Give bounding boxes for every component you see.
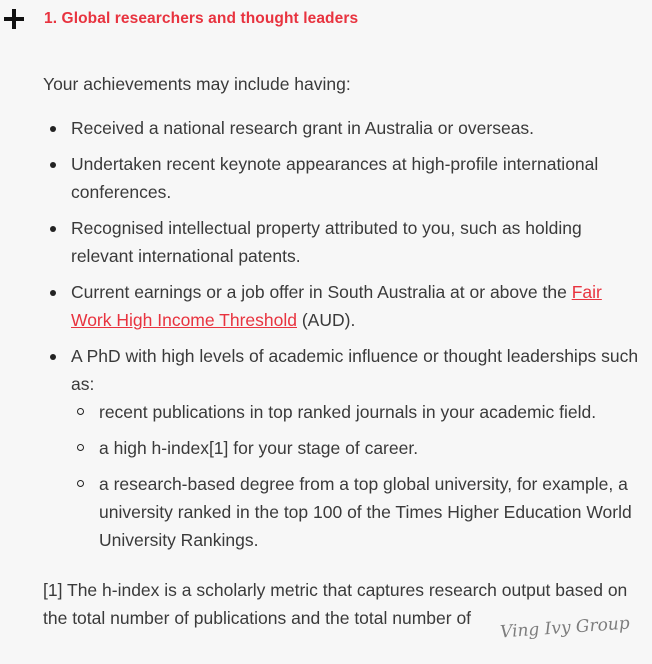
list-item-earnings [43, 278, 643, 334]
footnote-h-index: [1] The h-index is a scholarly metric that captures research output based on the total number of publications and the total number of [43, 580, 628, 628]
accordion-title[interactable]: 1. Global researchers and thought leaders [44, 10, 359, 27]
plus-icon[interactable] [3, 8, 25, 30]
watermark: Ving Ivy Group [499, 613, 631, 643]
list-item-ip: Recognised intellectual property attributed to you, such as holding relevant international patents. [43, 214, 643, 270]
sub-item-publications: recent publications in top ranked journals in your academic field. [71, 398, 643, 426]
sub-item-h-index: a high h-index[1] for your stage of career. [71, 434, 643, 462]
accordion-content [43, 70, 643, 632]
accordion-header[interactable] [0, 0, 652, 40]
phd-sub-list [71, 398, 643, 554]
phd-text: A PhD with high levels of academic influence or thought leaderships such as: [71, 346, 639, 394]
sub-item-degree: a research-based degree from a top global university, for example, a university ranked in the top 100 of the Times Higher Education World University Rankings. [71, 470, 643, 554]
earnings-text-before: Current earnings or a job offer in South Australia at or above the [71, 282, 572, 302]
fair-work-threshold-link[interactable]: Fair Work High Income Threshold [71, 282, 602, 330]
intro-text: Your achievements may include having: [43, 74, 351, 94]
list-item-grant: Received a national research grant in Australia or overseas. [43, 114, 643, 142]
achievements-list [43, 114, 643, 554]
list-item-keynote: Undertaken recent keynote appearances at high-profile international conferences. [43, 150, 643, 206]
earnings-text-after: (AUD). [296, 310, 356, 330]
list-item-phd [43, 342, 643, 554]
